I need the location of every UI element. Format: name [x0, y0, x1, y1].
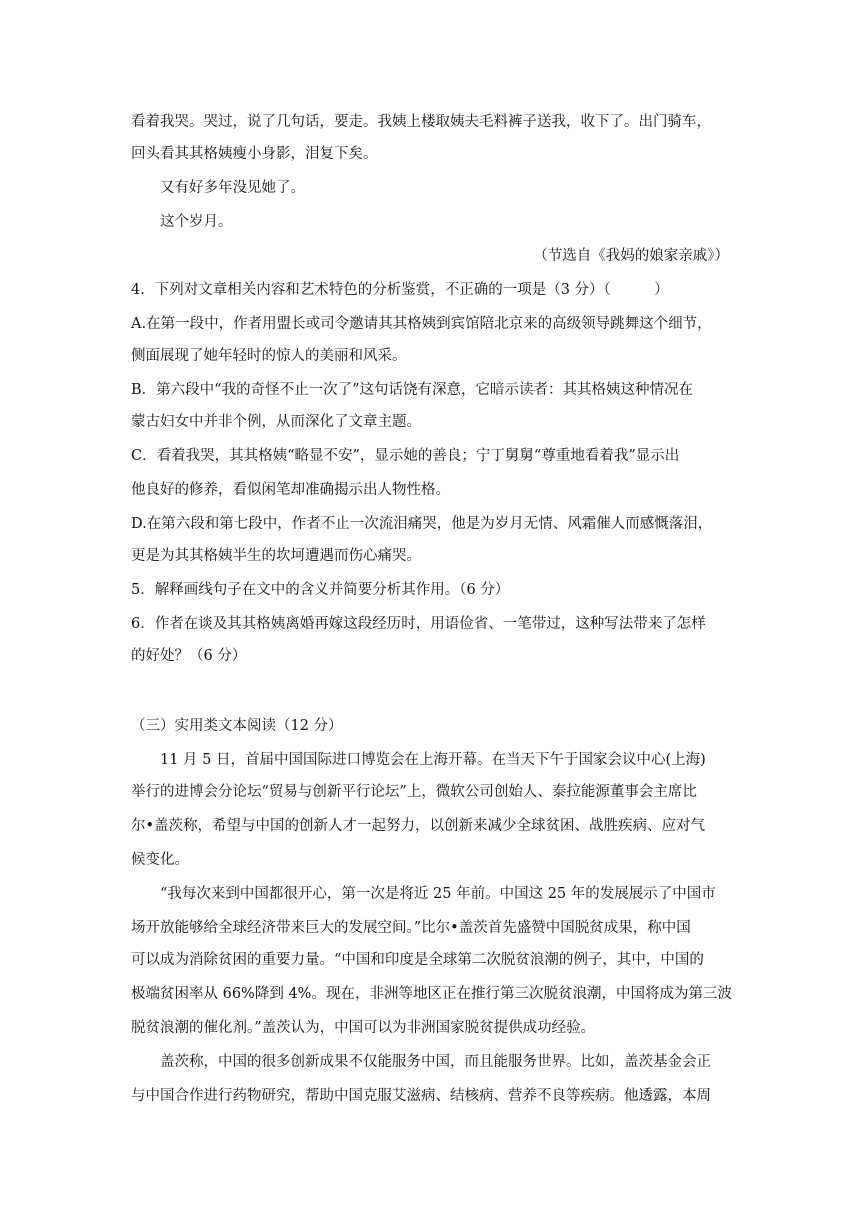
section-paragraph-line: 可以成为消除贫困的重要力量。“中国和印度是全球第二次脱贫浪潮的例子，其中，中国的: [131, 952, 704, 968]
section-paragraph-line: 场开放能够给全球经济带来巨大的发展空间。”比尔•盖茨首先盛赞中国脱贫成果，称中国: [131, 920, 691, 936]
section-paragraph-line: 11 月 5 日，首届中国国际进口博览会在上海开幕。在当天下午于国家会议中心(上海): [160, 752, 706, 768]
section-paragraph-line: “我每次来到中国都很开心，第一次是将近 25 年前。中国这 25 年的发展展示了中国市: [160, 886, 716, 902]
section-paragraph-line: 盖茨称，中国的很多创新成果不仅能服务中国，而且能服务世界。比如，盖茨基金会正: [160, 1054, 711, 1070]
passage-paragraph: 这个岁月。: [160, 214, 233, 230]
section-paragraph-line: 尔•盖茨称，希望与中国的创新人才一起努力，以创新来减少全球贫困、战胜疾病、应对气: [131, 818, 706, 834]
passage-source: （节选自《我妈的娘家亲戚》）: [533, 248, 729, 264]
section-paragraph-line: 极端贫困率从 66%降到 4%。现在，非洲等地区正在推行第三次脱贫浪潮，中国将成为第三波: [131, 986, 732, 1002]
question-4-option-a: A.在第一段中，作者用盟长或司令邀请其其格姨到宾馆陪北京来的高级领导跳舞这个细节，: [131, 316, 712, 332]
passage-paragraph: 又有好多年没见她了。: [160, 180, 305, 196]
question-5: 5．解释画线句子在文中的含义并简要分析其作用。（6 分）: [131, 582, 510, 598]
question-4-option-b-cont: 蒙古妇女中并非个例，从而深化了文章主题。: [131, 414, 421, 430]
section-heading: （三）实用类文本阅读（12 分）: [131, 718, 343, 734]
question-4-option-a-cont: 侧面展现了她年轻时的惊人的美丽和风采。: [131, 348, 407, 364]
question-4-option-d: D.在第六段和第七段中，作者不止一次流泪痛哭，他是为岁月无情、风霜催人而感慨落泪，: [131, 516, 713, 532]
section-paragraph-line: 脱贫浪潮的催化剂。”盖茨认为，中国可以为非洲国家脱贫提供成功经验。: [131, 1020, 596, 1036]
question-6: 6．作者在谈及其其格姨离婚再嫁这段经历时，用语俭省、一笔带过，这种写法带来了怎样: [131, 616, 706, 632]
passage-text-line: 看着我哭。哭过，说了几句话，要走。我姨上楼取姨夫毛料裤子送我，收下了。出门骑车，: [131, 114, 711, 130]
section-paragraph-line: 候变化。: [131, 852, 189, 868]
section-paragraph-line: 与中国合作进行药物研究，帮助中国克服艾滋病、结核病、营养不良等疾病。他透露，本周: [131, 1088, 711, 1104]
question-4-option-b: B．第六段中“我的奇怪不止一次了”这句话饶有深意，它暗示读者：其其格姨这种情况在: [131, 382, 693, 398]
section-paragraph-line: 举行的进博会分论坛“贸易与创新平行论坛”上，微软公司创始人、泰拉能源董事会主席比: [131, 784, 697, 800]
passage-text-line: 回头看其其格姨瘦小身影，泪复下矣。: [131, 146, 378, 162]
question-4-option-c: C．看着我哭，其其格姨“略显不安”，显示她的善良；宁丁舅舅“尊重地看着我”显示出: [131, 448, 680, 464]
question-4-stem: 4．下列对文章相关内容和艺术特色的分析鉴赏，不正确的一项是（3 分）（ ）: [131, 282, 669, 298]
question-4-option-c-cont: 他良好的修养，看似闲笔却准确揭示出人物性格。: [131, 482, 450, 498]
question-6-cont: 的好处？（6 分）: [131, 648, 247, 664]
question-4-option-d-cont: 更是为其其格姨半生的坎坷遭遇而伤心痛哭。: [131, 548, 421, 564]
